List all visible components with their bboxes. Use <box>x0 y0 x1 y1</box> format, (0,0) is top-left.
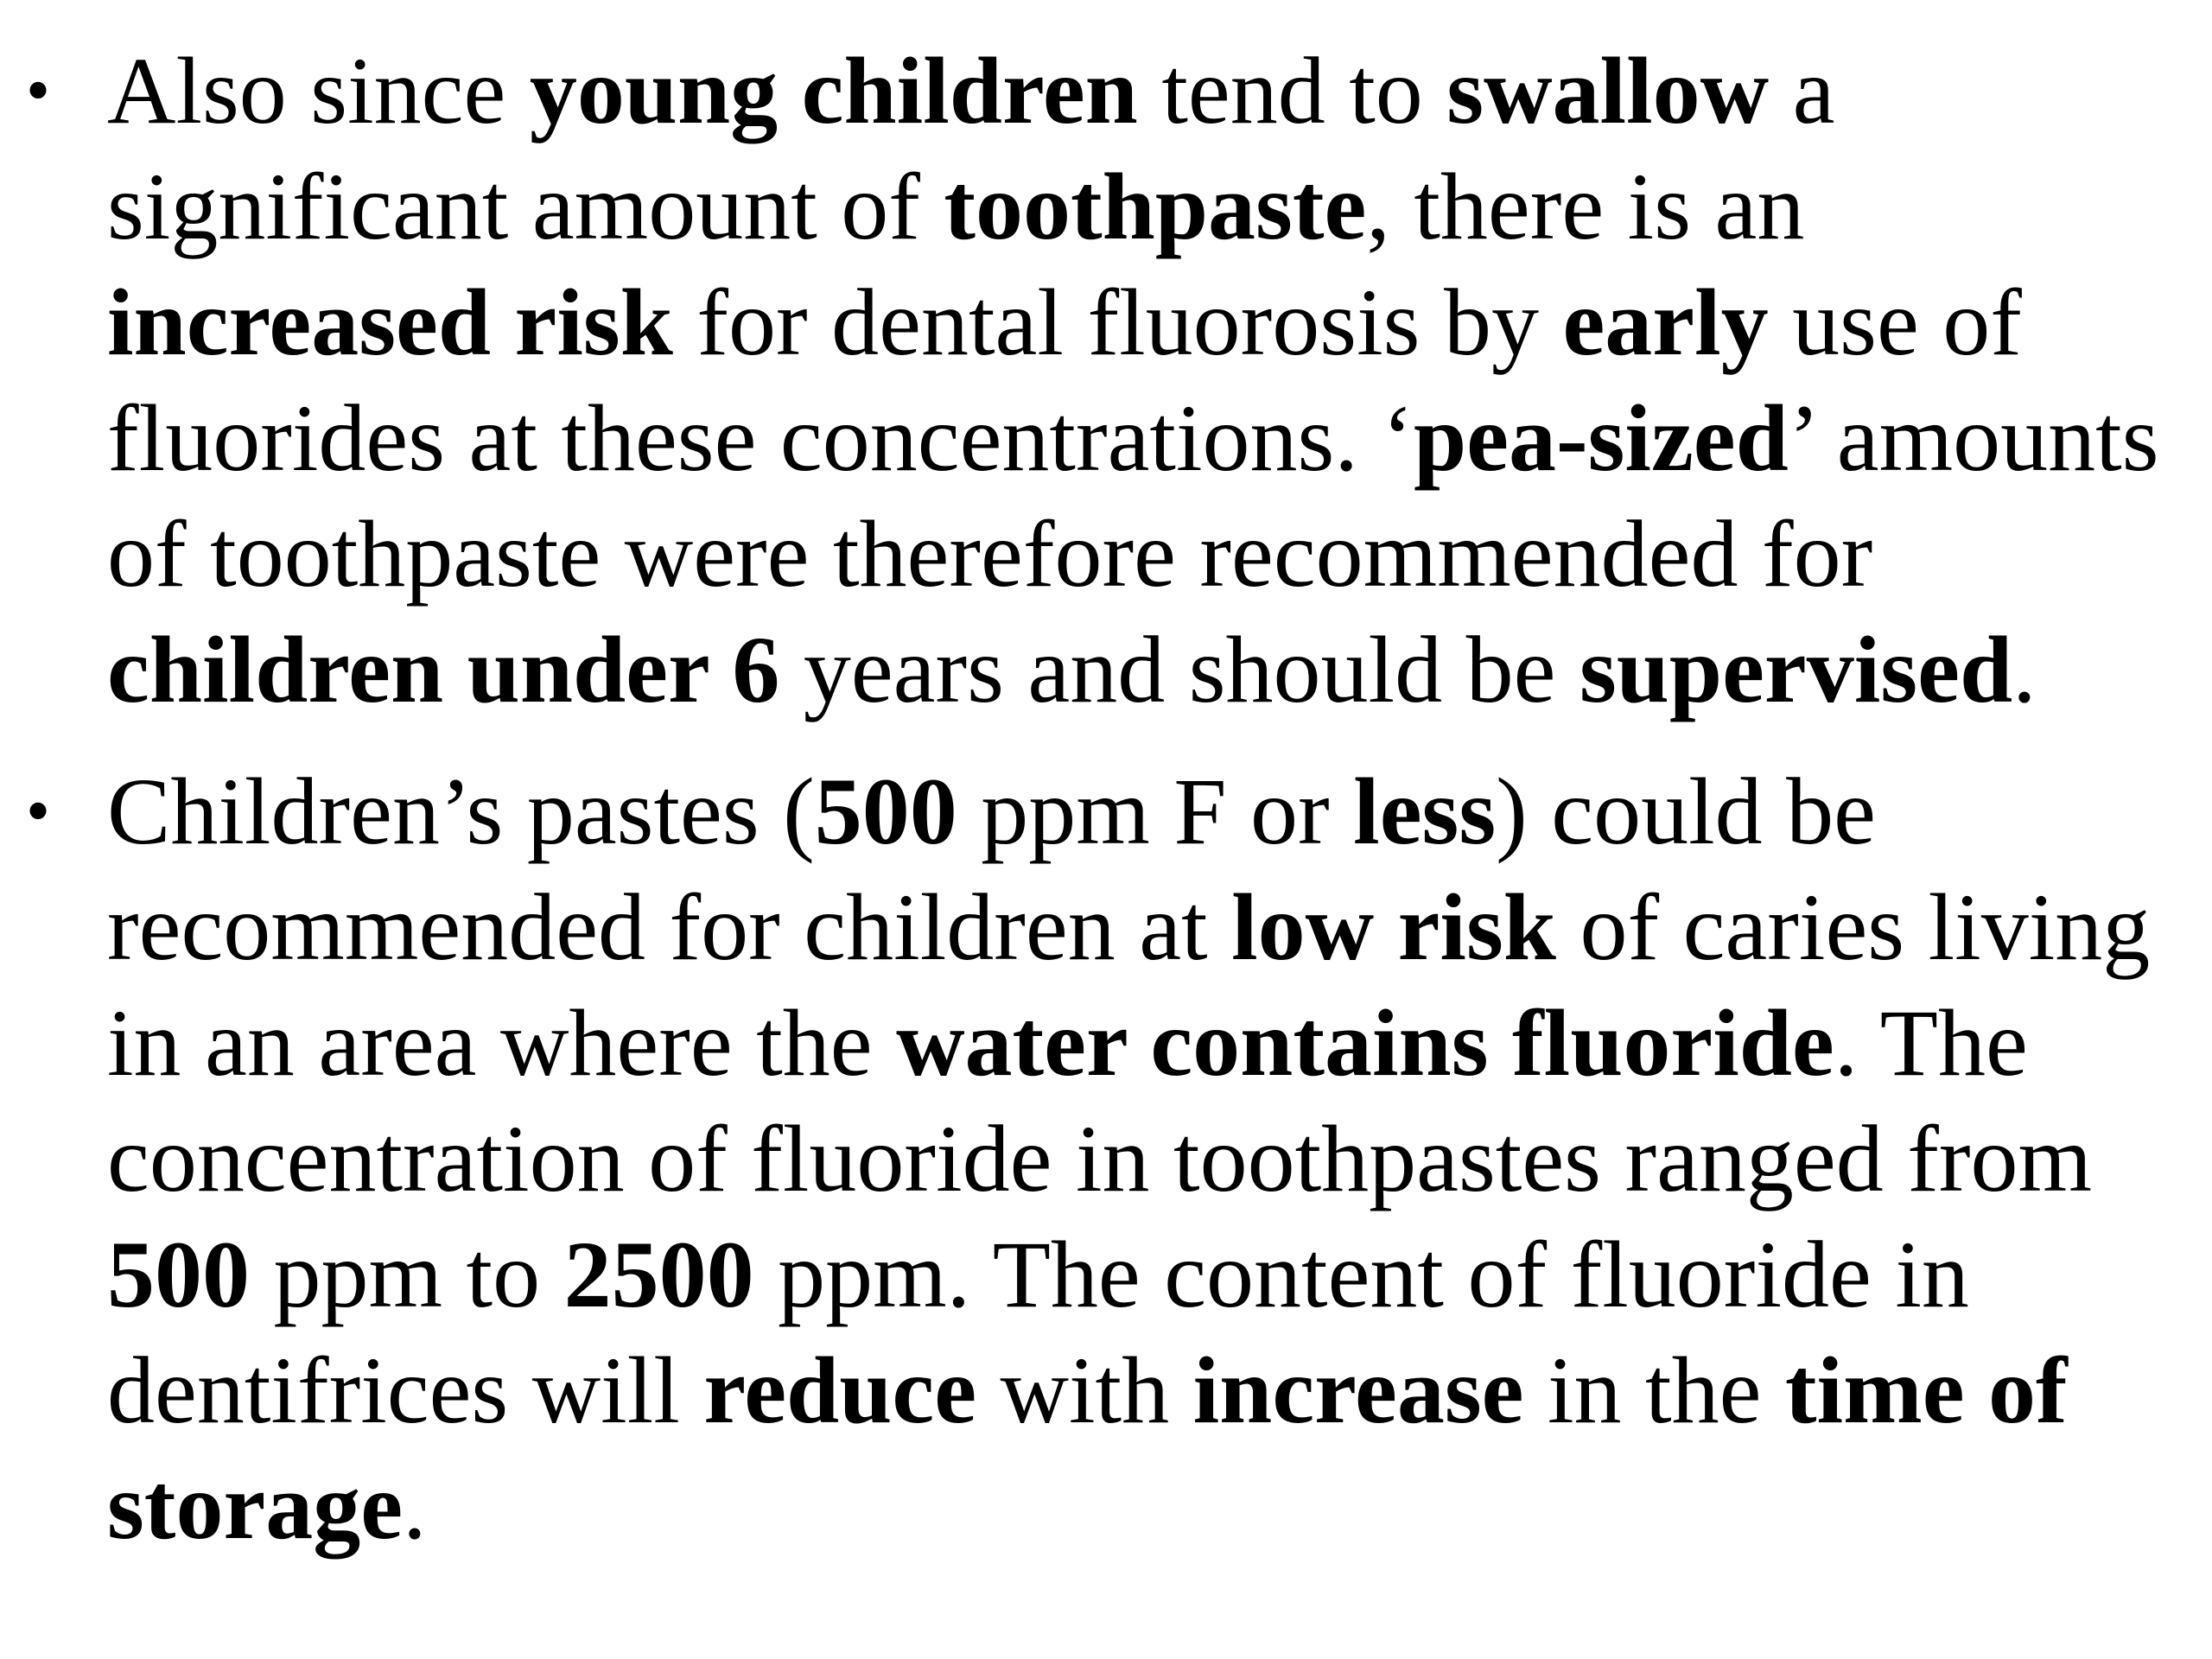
bold-text-segment: increase <box>1192 1338 1524 1443</box>
text-line <box>107 1101 2186 1217</box>
bold-text-segment: swallow <box>1446 38 1770 143</box>
text-segment: recommended for children at <box>107 874 1232 980</box>
text-segment: . <box>2012 617 2037 722</box>
bold-text-segment: toothpaste <box>944 154 1367 259</box>
bold-text-segment: supervised <box>1579 617 2013 722</box>
text-segment: years and should be <box>779 617 1580 722</box>
text-segment: , there is an <box>1366 154 1805 259</box>
bold-text-segment: pea-sized <box>1413 385 1789 491</box>
text-segment: ) could be <box>1496 759 1876 864</box>
bold-text-segment: water contains fluoride <box>896 990 1834 1096</box>
text-segment: concentration of fluoride in toothpastes ranged from <box>107 1106 2093 1211</box>
bullet-list <box>0 33 2186 1564</box>
text-segment: in the <box>1523 1338 1785 1443</box>
text-segment: . The <box>1834 990 2028 1096</box>
text-line <box>107 1217 2186 1332</box>
text-segment: tend to <box>1137 38 1447 143</box>
bold-text-segment: 500 <box>107 1222 250 1327</box>
text-segment: ppm. The content of fluoride in <box>753 1222 1969 1327</box>
bold-text-segment: 2500 <box>563 1222 754 1327</box>
text-segment: fluorides at these concentrations. ‘ <box>107 385 1414 491</box>
text-line <box>107 149 2186 264</box>
text-segment: Also since <box>107 38 530 143</box>
text-segment: of caries living <box>1555 874 2151 980</box>
bold-text-segment: storage <box>107 1453 404 1559</box>
bullet-dot-icon: • <box>26 53 51 129</box>
text-segment: of toothpaste were therefore recommended for <box>107 501 1873 607</box>
text-line <box>107 612 2186 728</box>
bold-text-segment: low risk <box>1231 874 1556 980</box>
text-line <box>107 33 2186 149</box>
text-segment: with <box>976 1338 1193 1443</box>
text-line <box>107 985 2186 1101</box>
text-segment: use of <box>1768 270 2022 375</box>
text-segment: ppm to <box>250 1222 564 1327</box>
bold-text-segment: young children <box>529 38 1138 143</box>
text-segment: ppm F or <box>957 759 1354 864</box>
text-line <box>107 753 2186 869</box>
bullet-dot-icon: • <box>26 773 51 849</box>
text-segment: a <box>1769 38 1835 143</box>
bullet-item <box>0 753 2186 1564</box>
text-segment: . <box>403 1453 427 1559</box>
bold-text-segment: 500 <box>814 759 957 864</box>
text-segment: Children’s pastes ( <box>107 759 815 864</box>
bold-text-segment: less <box>1353 759 1497 864</box>
text-segment: dentifrices will <box>107 1338 704 1443</box>
text-segment: for dental fluorosis by <box>672 270 1563 375</box>
text-line <box>107 380 2186 496</box>
text-line <box>107 1448 2186 1564</box>
text-line <box>107 496 2186 612</box>
text-segment: in an area where the <box>107 990 897 1096</box>
bold-text-segment: reduce <box>703 1338 977 1443</box>
text-line <box>107 1332 2186 1448</box>
bold-text-segment: children under 6 <box>107 617 780 722</box>
bullet-item <box>0 33 2186 728</box>
text-line <box>107 264 2186 380</box>
bold-text-segment: time of <box>1784 1338 2068 1443</box>
text-segment: ’ amounts <box>1788 385 2159 491</box>
bold-text-segment: early <box>1562 270 1769 375</box>
text-segment: significant amount of <box>107 154 944 259</box>
text-line <box>107 869 2186 985</box>
bold-text-segment: increased risk <box>107 270 673 375</box>
